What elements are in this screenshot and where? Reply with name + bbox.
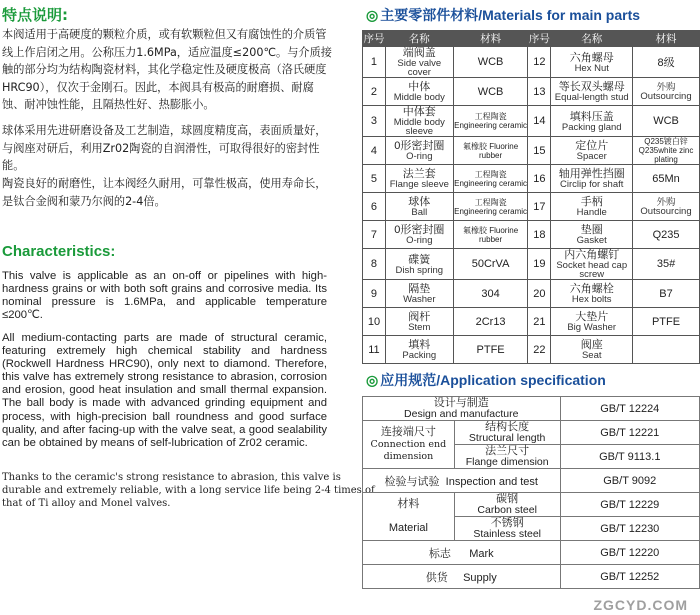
table-row [363,308,700,336]
part-name-en: Circlip for shaft [560,179,624,190]
table-row [363,280,700,308]
part-name [551,249,633,280]
spec-label: 设计与制造 Design and manufacture [363,397,561,421]
part-name-en: Socket head cap screw [556,260,628,280]
material-text: 外购 Outsourcing [640,81,692,102]
part-material [453,193,528,221]
spec-standard: GB/T 12224 [560,397,699,421]
part-name-cn: 端阀盖 [402,47,436,59]
part-name [551,47,633,78]
spec-sublabel: 结构长度 Structural length [454,421,560,445]
part-number: 6 [363,193,386,221]
part-number: 16 [528,165,551,193]
part-name-en: Middle body sleeve [393,117,445,137]
circle-bullet-icon: ◎ [366,7,379,23]
part-name-en: Middle body [393,92,445,103]
spec-standard: GB/T 12252 [560,565,699,589]
spec-standard: GB/T 12220 [560,541,699,565]
part-name-cn: 大垫片 [575,311,609,323]
table-row [363,421,700,445]
part-number: 4 [363,137,386,165]
part-name-en: O-ring [406,151,433,162]
part-number: 10 [363,308,386,336]
spec-standard: GB/T 12229 [560,493,699,517]
part-name [385,308,453,336]
material-text: 65Mn [652,172,680,185]
materials-title: ◎ 主要零部件材料/Materials for main parts [366,7,641,23]
material-text: 工程陶瓷 Engineering ceramic [454,112,528,130]
part-material [633,137,700,165]
application-table [362,396,700,589]
part-name [551,193,633,221]
part-material [453,336,528,364]
part-name-en: Handle [576,207,607,218]
part-name [385,106,453,137]
material-text: WCB [477,56,504,68]
en-paragraph-3: Thanks to the ceramic's strong resistance to abrasion, this valve is durable and extremely reliable, with a long service life being 2-4 times of that of Ti alloy and Monel valves. [2,472,375,509]
right-column [362,0,700,615]
materials-table [362,30,700,364]
part-name-en: Packing gland [561,121,622,133]
material-text: 外购 Outsourcing [640,196,692,217]
cn-paragraph-3: 陶瓷良好的耐磨性，让本阀经久耐用，可靠性极高，使用寿命长，是钛合金阀和蒙乃尔阀的2-4倍。 [2,177,327,208]
material-text: WCB [477,85,504,98]
part-number: 3 [363,106,386,137]
spec-sublabel: 法兰尺寸 Flange dimension [454,445,560,469]
part-name-cn: 等长双头螺母 [558,81,625,93]
part-material [453,137,528,165]
en-paragraph-1: This valve is applicable as an on-off or pipelines with high-hardness grains or with both soft grains and corrosive media. Its nominal pressure is 1.6MPa, and applicable temperature ≤200℃. [2,270,327,322]
part-name-en: Stem [408,322,431,333]
part-material [453,221,528,249]
table-row [363,106,700,137]
col-header: 序号 [363,31,386,47]
part-name [551,137,633,165]
col-header: 材料 [633,31,700,47]
materials-header-row [363,31,700,47]
part-name-en: Big Washer [567,322,617,333]
part-material [453,47,528,78]
material-text: B7 [659,287,673,300]
material-text: Q235镀白锌 Q235white zinc plating [638,137,694,164]
part-material [453,249,528,280]
part-name-cn: 填料压盖 [569,110,614,123]
material-text: 2Cr13 [475,315,506,328]
part-name-en: Hex bolts [571,294,612,305]
circle-bullet-icon: ◎ [366,372,379,388]
material-text: 工程陶瓷 Engineering ceramic [454,197,528,216]
part-name-en: Hex Nut [574,62,609,74]
table-row [363,78,700,106]
part-name-en: Dish spring [395,264,444,276]
table-row [363,137,700,165]
part-material [633,221,700,249]
part-number: 9 [363,280,386,308]
part-material [633,249,700,280]
part-number: 13 [528,78,551,106]
material-text: 氟橡胶 Fluorine rubber [463,225,519,244]
part-name [551,165,633,193]
spec-label: 连接端尺寸 Connection end dimension [363,421,455,469]
part-name-en: Packing [402,350,437,361]
spec-sublabel: 不锈钢 Stainless steel [454,517,560,541]
part-name-cn: 隔垫 [408,283,431,295]
part-name [385,221,453,249]
part-name [385,165,453,193]
cn-paragraph-2: 球体采用先进研磨设备及工艺制造，球圆度精度高，表面质量好，与阀座对研后，利用Zr02陶瓷的自润滑性，可取得很好的密封性能。 [2,124,327,173]
material-text: 氟橡胶 Fluorine rubber [463,141,519,160]
material-text: WCB [653,115,679,127]
part-name-en: O-ring [406,235,433,246]
part-name [551,280,633,308]
part-name-cn: 碟簧 [408,253,431,266]
part-name [551,78,633,106]
spec-label: 检验与试验 Inspection and test [363,469,561,493]
part-name-cn: 中体套 [402,106,436,118]
table-row [363,469,700,493]
part-material [633,165,700,193]
table-row [363,221,700,249]
en-paragraph-2: All medium-contacting parts are made of structural ceramic, featuring extremely high chemical stability and hardness (Rockwell Hardness HRC90), only next to diamond. Therefore, this valve has extremely strong resistance to abrasion, corrosion and erosion, good heat insulation and small thermal expansion. The ball body is made with advanced grinding equipment and process, with high-precision ball roundness and good surface quality, and after facing-up with the valve seat, a good sealability can be obtained by means of self-lubrication of Zr02 ceramic. [2,332,327,449]
part-name [385,249,453,280]
part-material [633,47,700,78]
part-name-cn: 内六角螺钉 [564,249,620,261]
spec-standard: GB/T 12221 [560,421,699,445]
part-name-cn: 中体 [408,81,431,93]
part-number: 21 [528,308,551,336]
table-row [363,397,700,421]
part-material [633,106,700,137]
part-name-cn: 轴用弹性挡圈 [558,168,625,180]
part-number: 5 [363,165,386,193]
part-number: 2 [363,78,386,106]
part-name-cn: 填料 [408,339,431,351]
col-header: 材料 [453,31,528,47]
cn-heading: 特点说明: [2,6,68,24]
material-text: PTFE [476,343,505,356]
part-name-cn: 球体 [408,196,431,208]
part-material [453,78,528,106]
part-number: 19 [528,249,551,280]
part-name [551,308,633,336]
spec-label: 供货 Supply [363,565,561,589]
part-material [633,193,700,221]
part-name [385,78,453,106]
watermark: ZGCYD.COM [593,597,688,613]
part-material [453,165,528,193]
part-name-cn: 垫圈 [580,224,603,236]
part-name-en: Ball [411,207,428,218]
part-number: 11 [363,336,386,364]
part-number: 12 [528,47,551,78]
part-number: 17 [528,193,551,221]
part-number: 22 [528,336,551,364]
part-name-en: Spacer [576,151,607,162]
part-name-en: Gasket [576,235,607,246]
part-material [633,308,700,336]
part-name-en: Side valve cover [397,58,442,78]
material-text: 304 [481,287,500,300]
cn-paragraph-1: 本阀适用于高硬度的颗粒介质，或有软颗粒但又有腐蚀性的介质管线上作启闭之用。公称压力1.6MPa，适应温度≤200℃。与介质接触的部分均为结构陶瓷材料，其化学稳定性及硬度极高（洛氏硬度HRC90），仅次于金刚石。因此，本阀具有极高的耐磨损、耐腐蚀、耐冲蚀性能，且隔热性好、热膨胀小。 [2,28,332,112]
part-number: 18 [528,221,551,249]
part-material [453,280,528,308]
part-name [551,336,633,364]
part-number: 14 [528,106,551,137]
material-text: Q235 [652,228,680,241]
spec-standard: GB/T 9092 [560,469,699,493]
part-name [551,221,633,249]
part-name-en: Equal-length stud [554,92,629,103]
table-row [363,249,700,280]
part-name-cn: 阀座 [580,339,603,351]
part-number: 8 [363,249,386,280]
part-name-en: Flange sleeve [389,179,449,190]
material-text: 8级 [657,57,675,69]
material-text: 工程陶瓷 Engineering ceramic [454,169,528,188]
table-row [363,193,700,221]
part-material [453,106,528,137]
part-name [385,47,453,78]
part-name [385,193,453,221]
part-name [385,280,453,308]
material-text: 35# [656,258,676,270]
part-number: 7 [363,221,386,249]
part-name [385,137,453,165]
application-title: ◎ 应用规范/Application specification [366,372,606,388]
table-row [363,165,700,193]
part-name-cn: 0形密封圈 [394,140,445,152]
table-row [363,565,700,589]
part-name-en: Washer [403,294,436,305]
part-number: 15 [528,137,551,165]
part-material [633,78,700,106]
table-row [363,47,700,78]
material-text: PTFE [651,315,681,328]
table-row [363,541,700,565]
part-name-cn: 阀杆 [408,311,431,323]
spec-label: 材料 Material [363,493,455,541]
part-name-cn: 六角螺母 [569,51,614,64]
spec-standard: GB/T 9113.1 [560,445,699,469]
spec-sublabel: 碳钢 Carbon steel [454,493,560,517]
part-name-cn: 0形密封圈 [394,224,445,236]
part-name-cn: 手柄 [580,196,603,208]
part-material [633,280,700,308]
part-name-cn: 定位片 [575,140,609,152]
part-name-cn: 六角螺栓 [569,283,614,295]
spec-standard: GB/T 12230 [560,517,699,541]
table-row [363,336,700,364]
part-material [453,308,528,336]
part-number: 20 [528,280,551,308]
col-header: 名称 [551,31,633,47]
table-row [363,493,700,517]
part-name [551,106,633,137]
col-header: 序号 [528,31,551,47]
part-material [633,336,700,364]
part-name-cn: 法兰套 [402,168,436,180]
part-number: 1 [363,47,386,78]
en-heading: Characteristics: [2,243,116,260]
spec-label: 标志 Mark [363,541,561,565]
col-header: 名称 [385,31,453,47]
material-text: 50CrVA [471,258,510,270]
part-name [385,336,453,364]
part-name-en: Seat [581,350,602,361]
